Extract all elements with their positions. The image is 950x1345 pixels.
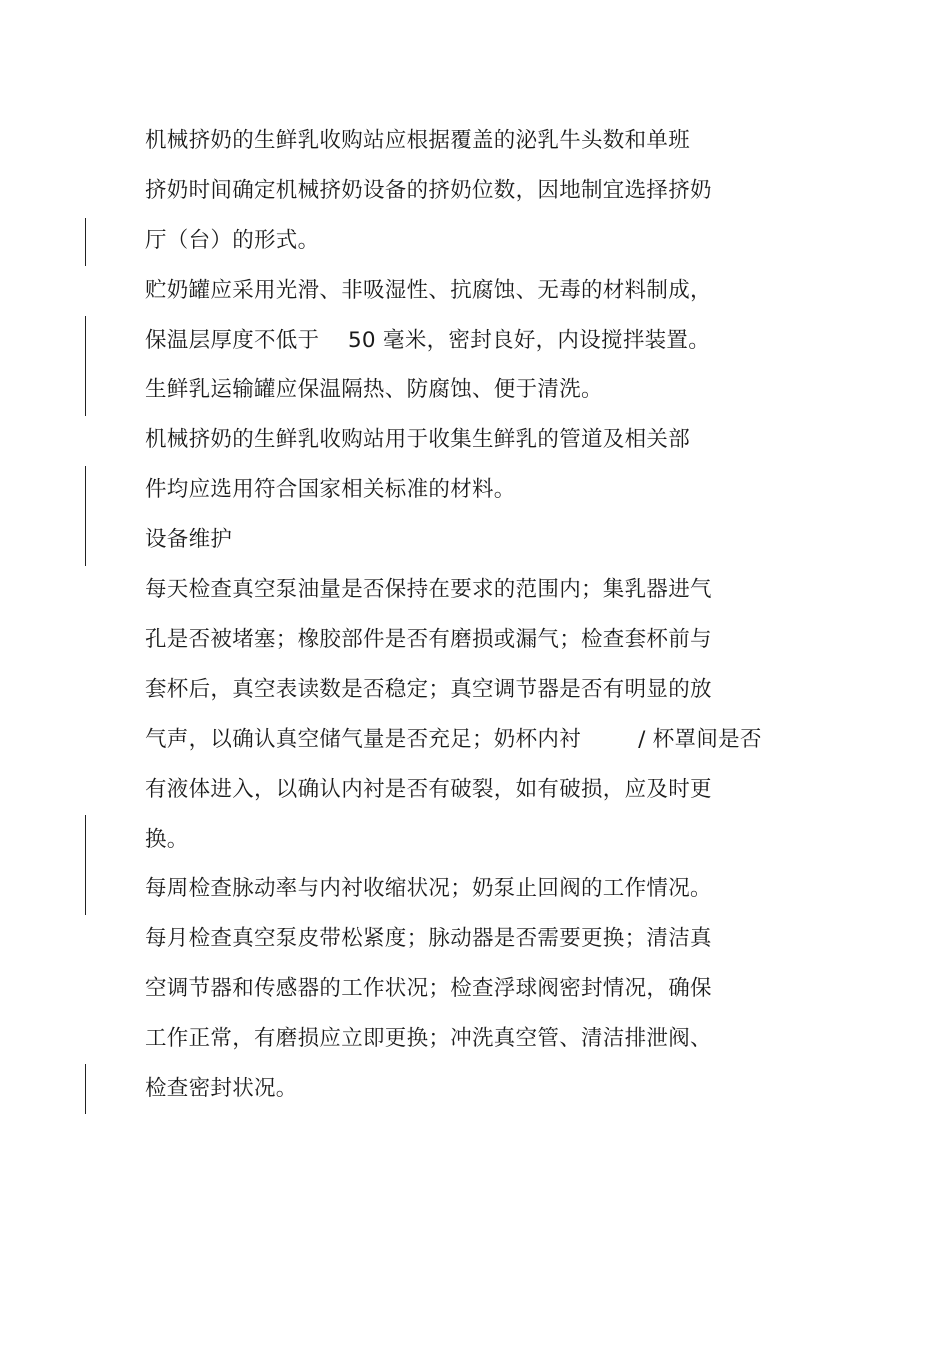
text-line-4: 贮奶罐应采用光滑、非吸湿性、抗腐蚀、无毒的材料制成， — [145, 278, 712, 303]
text-line-2: 挤奶时间确定机械挤奶设备的挤奶位数，因地制宜选择挤奶 — [145, 178, 712, 203]
text-line-16: 每周检查脉动率与内衬收缩状况；奶泵止回阀的工作情况。 — [145, 876, 712, 901]
text-line-1: 机械挤奶的生鲜乳收购站应根据覆盖的泌乳牛头数和单班 — [145, 128, 691, 153]
margin-bar-5 — [85, 1064, 86, 1114]
text-line-7: 机械挤奶的生鲜乳收购站用于收集生鲜乳的管道及相关部 — [145, 427, 691, 452]
section-heading: 设备维护 — [145, 527, 233, 552]
text-line-12: 套杯后，真空表读数是否稳定；真空调节器是否有明显的放 — [145, 677, 712, 702]
text-line-20: 检查密封状况。 — [145, 1076, 298, 1101]
text-line-8: 件均应选用符合国家相关标准的材料。 — [145, 477, 516, 502]
margin-bar-2 — [85, 316, 86, 416]
text-line-18: 空调节器和传感器的工作状况；检查浮球阀密封情况，确保 — [145, 976, 712, 1001]
text-line-11: 孔是否被堵塞；橡胶部件是否有磨损或漏气；检查套杯前与 — [145, 627, 712, 652]
margin-bar-4 — [85, 815, 86, 915]
text-line-14: 有液体进入，以确认内衬是否有破裂，如有破损，应及时更 — [145, 777, 712, 802]
text-line-15: 换。 — [145, 827, 189, 852]
text-line-6: 生鲜乳运输罐应保温隔热、防腐蚀、便于清洗。 — [145, 377, 603, 402]
margin-bar-3 — [85, 466, 86, 566]
text-line-19: 工作正常，有磨损应立即更换；冲洗真空管、清洁排泄阀、 — [145, 1026, 712, 1051]
margin-bar-1 — [85, 218, 86, 266]
text-line-10: 每天检查真空泵油量是否保持在要求的范围内；集乳器进气 — [145, 577, 712, 602]
text-line-5: 保温层厚度不低于 50 毫米，密封良好，内设搅拌装置。 — [145, 328, 711, 353]
text-line-13: 气声，以确认真空储气量是否充足；奶杯内衬 / 杯罩间是否 — [145, 727, 762, 752]
text-line-3: 厅（台）的形式。 — [145, 228, 320, 253]
text-line-17: 每月检查真空泵皮带松紧度；脉动器是否需要更换；清洁真 — [145, 926, 712, 951]
